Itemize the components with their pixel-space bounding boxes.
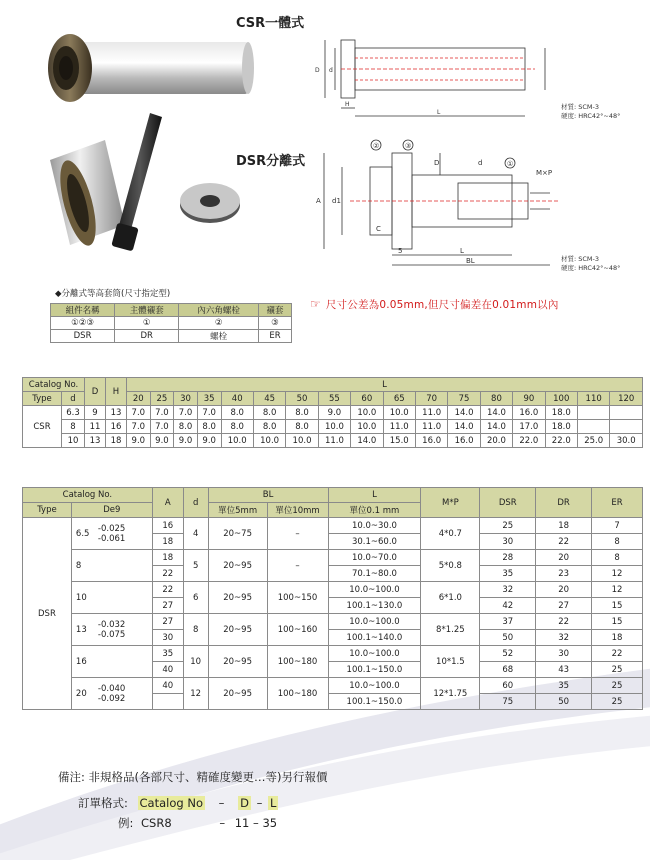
dsr-de9-cell bbox=[71, 550, 152, 582]
csr-technical-drawing bbox=[305, 28, 605, 128]
dsr-d-cell: 8 bbox=[183, 614, 208, 646]
csr-H-value-cell: 16.0 bbox=[513, 406, 545, 420]
dsr-title: DSR分離式 bbox=[236, 154, 306, 169]
dsr-mp-cell: 6*1.0 bbox=[421, 582, 480, 614]
dsr-L-cell: 100.1~130.0 bbox=[328, 598, 421, 614]
dsr-de9-cell bbox=[71, 614, 152, 646]
dsr-de-value: 6.5 bbox=[75, 529, 90, 539]
csr-L-value-header: 25 bbox=[150, 392, 174, 406]
table-row bbox=[23, 550, 643, 566]
dsr-er-cell: 25 bbox=[592, 662, 643, 678]
dsr-tol-lower: -0.075 bbox=[97, 629, 126, 640]
example-catalog: CSR8 bbox=[141, 816, 172, 830]
dsr-bl10-cell: – bbox=[267, 518, 328, 550]
dsr-tol-lower: -0.061 bbox=[97, 533, 126, 544]
csr-H-value-cell: 17.0 bbox=[513, 420, 545, 434]
csr-L-value-header: 40 bbox=[221, 392, 253, 406]
csr-D-cell: 9 bbox=[85, 406, 106, 420]
component-header: 襯套 bbox=[258, 304, 291, 317]
csr-H-value-cell: 14.0 bbox=[480, 420, 512, 434]
dsr-er-cell: 12 bbox=[592, 582, 643, 598]
csr-H-value-cell: 8.0 bbox=[221, 420, 253, 434]
dsr-bl5-cell: 20~95 bbox=[208, 678, 267, 710]
dsr-dim-D: D bbox=[434, 159, 440, 167]
dsr-catalog-header: Catalog No. bbox=[23, 488, 153, 503]
csr-H-value-cell: 15.0 bbox=[383, 434, 415, 448]
dsr-bl5-cell: 20~95 bbox=[208, 646, 267, 678]
dsr-table bbox=[22, 487, 643, 710]
csr-H-value-cell: 9.0 bbox=[150, 434, 174, 448]
dsr-er-cell: 15 bbox=[592, 614, 643, 630]
callout-2: ② bbox=[373, 142, 380, 150]
csr-H-value-cell bbox=[610, 420, 643, 434]
dsr-er-cell: 8 bbox=[592, 550, 643, 566]
dsr-dsr-cell: 42 bbox=[480, 598, 536, 614]
csr-L-value-header: 110 bbox=[577, 392, 609, 406]
dsr-L-cell: 100.1~140.0 bbox=[328, 630, 421, 646]
dsr-dsr-cell: 60 bbox=[480, 678, 536, 694]
order-part-L: L bbox=[269, 796, 277, 810]
dsr-de9-cell bbox=[71, 582, 152, 614]
csr-L-value-header: 50 bbox=[286, 392, 318, 406]
dsr-dsr-cell: 32 bbox=[480, 582, 536, 598]
dsr-A-cell: 16 bbox=[152, 518, 183, 534]
dsr-L-cell: 100.1~150.0 bbox=[328, 662, 421, 678]
csr-H-value-cell: 16.0 bbox=[415, 434, 447, 448]
csr-H-value-cell: 18.0 bbox=[545, 406, 577, 420]
csr-d-cell: 10 bbox=[62, 434, 85, 448]
dsr-er-cell: 7 bbox=[592, 518, 643, 534]
dsr-tol-upper: -0.032 bbox=[97, 619, 126, 630]
dsr-er-cell: 22 bbox=[592, 646, 643, 662]
dsr-A-cell: 40 bbox=[152, 678, 183, 694]
example-L: 35 bbox=[262, 816, 278, 830]
csr-catalog-header: Catalog No. bbox=[23, 378, 85, 392]
dsr-dsr-cell: 50 bbox=[480, 630, 536, 646]
dsr-dr-cell: 32 bbox=[536, 630, 592, 646]
dsr-type-cell: DSR bbox=[23, 518, 72, 710]
order-dash: – bbox=[256, 796, 263, 810]
dsr-bl10-cell: 100~180 bbox=[267, 678, 328, 710]
dsr-dim-d1: d1 bbox=[332, 197, 341, 205]
csr-type-cell: CSR bbox=[23, 406, 62, 448]
dsr-tol-upper: -0.025 bbox=[97, 523, 126, 534]
dsr-L-cell: 30.1~60.0 bbox=[328, 534, 421, 550]
dsr-A-cell: 27 bbox=[152, 598, 183, 614]
component-cell: DSR bbox=[51, 330, 115, 343]
dsr-dr-header: DR bbox=[536, 488, 592, 518]
dsr-L-cell: 70.1~80.0 bbox=[328, 566, 421, 582]
dsr-de-value: 16 bbox=[75, 656, 87, 667]
dsr-de-value: 20 bbox=[75, 689, 87, 699]
dsr-dsr-cell: 30 bbox=[480, 534, 536, 550]
dsr-bl10-cell: 100~180 bbox=[267, 646, 328, 678]
callout-1: ① bbox=[507, 160, 514, 168]
tolerance-note-text: 尺寸公差為0.05mm,但尺寸偏差在0.01mm以內 bbox=[325, 299, 559, 311]
dsr-d-cell: 10 bbox=[183, 646, 208, 678]
dsr-d-cell: 12 bbox=[183, 678, 208, 710]
dsr-dsr-cell: 68 bbox=[480, 662, 536, 678]
dsr-A-cell: 30 bbox=[152, 630, 183, 646]
dsr-mp-cell: 4*0.7 bbox=[421, 518, 480, 550]
dsr-dim-5: 5 bbox=[398, 247, 403, 255]
csr-title: CSR一體式 bbox=[236, 16, 305, 31]
dsr-A-cell: 40 bbox=[152, 662, 183, 678]
csr-H-value-cell: 9.0 bbox=[197, 434, 221, 448]
csr-H-header: H bbox=[106, 378, 127, 406]
dsr-dsr-cell: 28 bbox=[480, 550, 536, 566]
dsr-tol-upper: -0.040 bbox=[97, 683, 126, 694]
csr-H-value-cell: 8.0 bbox=[286, 406, 318, 420]
csr-H-value-cell: 10.0 bbox=[351, 406, 383, 420]
dsr-mp-cell: 5*0.8 bbox=[421, 550, 480, 582]
component-cell: ② bbox=[179, 317, 259, 330]
dsr-A-cell: 18 bbox=[152, 534, 183, 550]
csr-H-value-cell: 30.0 bbox=[610, 434, 643, 448]
csr-D-cell: 13 bbox=[85, 434, 106, 448]
dsr-bl5-cell: 20~75 bbox=[208, 518, 267, 550]
csr-H-value-cell: 7.0 bbox=[174, 406, 198, 420]
csr-L-value-header: 120 bbox=[610, 392, 643, 406]
csr-H-value-cell: 11.0 bbox=[415, 420, 447, 434]
csr-H-value-cell: 8.0 bbox=[253, 406, 285, 420]
dsr-dim-C: C bbox=[376, 225, 381, 233]
csr-L-value-header: 60 bbox=[351, 392, 383, 406]
table-row bbox=[23, 518, 643, 534]
dsr-A-cell: 18 bbox=[152, 550, 183, 566]
csr-H-cell: 16 bbox=[106, 420, 127, 434]
dsr-tolerance bbox=[98, 524, 125, 544]
tolerance-note bbox=[310, 293, 559, 312]
dsr-tolerance bbox=[98, 620, 125, 640]
dsr-dr-cell: 22 bbox=[536, 534, 592, 550]
csr-D-cell: 11 bbox=[85, 420, 106, 434]
csr-table bbox=[22, 377, 643, 448]
component-cell: ③ bbox=[258, 317, 291, 330]
dsr-L-cell: 10.0~100.0 bbox=[328, 582, 421, 598]
csr-H-value-cell: 11.0 bbox=[383, 420, 415, 434]
csr-H-value-cell: 22.0 bbox=[513, 434, 545, 448]
dsr-bl5-cell: 20~95 bbox=[208, 550, 267, 582]
dsr-mp-cell: 12*1.75 bbox=[421, 678, 480, 710]
table-row bbox=[23, 406, 643, 420]
csr-H-value-cell: 7.0 bbox=[127, 406, 151, 420]
dsr-dim-BL: BL bbox=[466, 257, 475, 265]
dsr-hardness: 硬度: HRC42°~48° bbox=[561, 264, 621, 272]
component-cell: ER bbox=[258, 330, 291, 343]
dsr-dim-d: d bbox=[478, 159, 483, 167]
csr-H-value-cell: 8.0 bbox=[197, 420, 221, 434]
csr-L-value-header: 65 bbox=[383, 392, 415, 406]
example-dash: – bbox=[253, 816, 259, 830]
callout-3: ③ bbox=[405, 142, 412, 150]
csr-H-value-cell: 10.0 bbox=[253, 434, 285, 448]
csr-H-value-cell: 14.0 bbox=[448, 420, 480, 434]
csr-H-value-cell: 14.0 bbox=[351, 434, 383, 448]
csr-H-value-cell: 11.0 bbox=[318, 434, 350, 448]
dsr-dsr-cell: 37 bbox=[480, 614, 536, 630]
csr-H-value-cell: 10.0 bbox=[221, 434, 253, 448]
csr-material: 材質: SCM-3 bbox=[561, 103, 600, 111]
dsr-mp-cell: 8*1.25 bbox=[421, 614, 480, 646]
dsr-de9-cell bbox=[71, 678, 152, 710]
dsr-dr-cell: 18 bbox=[536, 518, 592, 534]
csr-H-value-cell bbox=[577, 420, 609, 434]
component-cell: 螺栓 bbox=[179, 330, 259, 343]
csr-H-value-cell: 9.0 bbox=[318, 406, 350, 420]
csr-H-value-cell: 8.0 bbox=[174, 420, 198, 434]
order-format-label: 訂單格式: bbox=[78, 796, 128, 810]
order-dash: – bbox=[218, 796, 225, 810]
csr-H-value-cell: 7.0 bbox=[197, 406, 221, 420]
dsr-dr-cell: 20 bbox=[536, 550, 592, 566]
csr-H-value-cell: 7.0 bbox=[150, 420, 174, 434]
csr-hardness: 硬度: HRC42°~48° bbox=[561, 112, 621, 120]
dsr-er-cell: 8 bbox=[592, 534, 643, 550]
csr-H-value-cell: 9.0 bbox=[174, 434, 198, 448]
dsr-dim-mp: M×P bbox=[536, 169, 553, 177]
dsr-A-cell: 35 bbox=[152, 646, 183, 662]
dsr-dsr-cell: 52 bbox=[480, 646, 536, 662]
csr-dim-L: L bbox=[437, 109, 441, 116]
example-D: 11 bbox=[234, 816, 250, 830]
component-cell: ①②③ bbox=[51, 317, 115, 330]
dsr-bl10-cell: – bbox=[267, 550, 328, 582]
dsr-technical-drawing bbox=[310, 135, 610, 270]
csr-L-value-header: 75 bbox=[448, 392, 480, 406]
dsr-dsr-cell: 35 bbox=[480, 566, 536, 582]
dsr-bl5-cell: 20~95 bbox=[208, 614, 267, 646]
dsr-de-value: 10 bbox=[75, 592, 87, 603]
component-header: 主體襯套 bbox=[115, 304, 179, 317]
dsr-de-value: 13 bbox=[75, 625, 87, 635]
dsr-mp-header: M*P bbox=[421, 488, 480, 518]
dsr-mp-cell: 10*1.5 bbox=[421, 646, 480, 678]
example-dash: – bbox=[219, 816, 226, 830]
csr-H-value-cell: 10.0 bbox=[318, 420, 350, 434]
dsr-d-cell: 5 bbox=[183, 550, 208, 582]
dsr-A-cell: 22 bbox=[152, 566, 183, 582]
dsr-type-header: Type bbox=[23, 503, 72, 518]
order-part-catalog: Catalog No bbox=[139, 796, 203, 810]
csr-D-header: D bbox=[85, 378, 106, 406]
pointing-hand-icon: ☞ bbox=[310, 297, 321, 311]
dsr-L-cell: 100.1~150.0 bbox=[328, 694, 421, 710]
dsr-de9-cell bbox=[71, 518, 152, 550]
dsr-er-cell: 25 bbox=[592, 678, 643, 694]
order-format bbox=[78, 795, 278, 811]
table-row bbox=[23, 678, 643, 694]
dsr-de9-header: De9 bbox=[71, 503, 152, 518]
csr-L-header: L bbox=[127, 378, 643, 392]
dsr-A-header: A bbox=[152, 488, 183, 518]
csr-H-value-cell: 25.0 bbox=[577, 434, 609, 448]
csr-H-value-cell: 10.0 bbox=[383, 406, 415, 420]
dsr-L-cell: 10.0~100.0 bbox=[328, 678, 421, 694]
order-part-D: D bbox=[240, 796, 249, 810]
csr-H-value-cell: 10.0 bbox=[286, 434, 318, 448]
csr-L-value-header: 80 bbox=[480, 392, 512, 406]
dsr-dr-cell: 30 bbox=[536, 646, 592, 662]
dsr-L-cell: 10.0~30.0 bbox=[328, 518, 421, 534]
order-example-label: 例: bbox=[118, 816, 134, 830]
dsr-d-header: d bbox=[183, 488, 208, 518]
csr-H-value-cell: 10.0 bbox=[351, 420, 383, 434]
csr-L-value-header: 20 bbox=[127, 392, 151, 406]
dsr-material: 材質: SCM-3 bbox=[561, 255, 600, 263]
dsr-tolerance bbox=[98, 684, 125, 704]
dsr-dr-cell: 20 bbox=[536, 582, 592, 598]
csr-H-value-cell: 11.0 bbox=[415, 406, 447, 420]
csr-H-value-cell: 14.0 bbox=[480, 406, 512, 420]
dsr-bl5-cell: 20~95 bbox=[208, 582, 267, 614]
csr-H-value-cell bbox=[577, 406, 609, 420]
csr-H-cell: 13 bbox=[106, 406, 127, 420]
csr-H-value-cell bbox=[610, 406, 643, 420]
dsr-L-header: L bbox=[328, 488, 421, 503]
dsr-dim-L: L bbox=[460, 247, 464, 255]
table-row bbox=[23, 614, 643, 630]
dsr-tol-lower: -0.092 bbox=[97, 693, 126, 704]
dsr-dsr-cell: 25 bbox=[480, 518, 536, 534]
dsr-dim-A: A bbox=[316, 197, 321, 205]
component-cell: DR bbox=[115, 330, 179, 343]
csr-L-value-header: 90 bbox=[513, 392, 545, 406]
dsr-d-cell: 4 bbox=[183, 518, 208, 550]
dsr-dr-cell: 50 bbox=[536, 694, 592, 710]
dsr-er-cell: 12 bbox=[592, 566, 643, 582]
dsr-bl10-cell: 100~150 bbox=[267, 582, 328, 614]
component-table-caption: ◆分離式等高套筒(尺寸指定型) bbox=[55, 289, 171, 299]
csr-d-cell: 6.3 bbox=[62, 406, 85, 420]
dsr-L-cell: 10.0~100.0 bbox=[328, 614, 421, 630]
dsr-er-cell: 15 bbox=[592, 598, 643, 614]
csr-L-value-header: 45 bbox=[253, 392, 285, 406]
dsr-bl10-header: 單位10mm bbox=[267, 503, 328, 518]
dsr-d-cell: 6 bbox=[183, 582, 208, 614]
csr-L-value-header: 70 bbox=[415, 392, 447, 406]
dsr-BL-header: BL bbox=[208, 488, 328, 503]
csr-d-header: d bbox=[62, 392, 85, 406]
csr-d-cell: 8 bbox=[62, 420, 85, 434]
table-row bbox=[23, 582, 643, 598]
dsr-A-cell bbox=[152, 694, 183, 710]
dsr-dr-cell: 27 bbox=[536, 598, 592, 614]
csr-H-cell: 18 bbox=[106, 434, 127, 448]
table-row bbox=[23, 434, 643, 448]
csr-dim-d: d bbox=[329, 67, 333, 74]
footer-note: 備注: 非規格品(各部尺寸、精確度變更…等)另行報價 bbox=[58, 770, 328, 784]
component-header: 組件名稱 bbox=[51, 304, 115, 317]
component-table bbox=[50, 303, 292, 343]
order-example bbox=[118, 815, 277, 831]
csr-L-value-header: 35 bbox=[197, 392, 221, 406]
table-row bbox=[23, 420, 643, 434]
dsr-L-cell: 10.0~100.0 bbox=[328, 646, 421, 662]
csr-H-value-cell: 9.0 bbox=[127, 434, 151, 448]
dsr-bl5-header: 單位5mm bbox=[208, 503, 267, 518]
csr-H-value-cell: 8.0 bbox=[221, 406, 253, 420]
table-row bbox=[23, 646, 643, 662]
dsr-er-header: ER bbox=[592, 488, 643, 518]
dsr-dr-cell: 35 bbox=[536, 678, 592, 694]
dsr-er-cell: 25 bbox=[592, 694, 643, 710]
component-header: 內六角螺栓 bbox=[179, 304, 259, 317]
dsr-er-cell: 18 bbox=[592, 630, 643, 646]
csr-material-notes bbox=[561, 103, 620, 121]
csr-type-header: Type bbox=[23, 392, 62, 406]
csr-H-value-cell: 7.0 bbox=[127, 420, 151, 434]
dsr-de9-cell bbox=[71, 646, 152, 678]
dsr-product-photo bbox=[30, 105, 260, 265]
dsr-dr-cell: 43 bbox=[536, 662, 592, 678]
csr-H-value-cell: 14.0 bbox=[448, 406, 480, 420]
csr-L-value-header: 55 bbox=[318, 392, 350, 406]
csr-H-value-cell: 8.0 bbox=[253, 420, 285, 434]
csr-H-value-cell: 8.0 bbox=[286, 420, 318, 434]
csr-dim-D: D bbox=[315, 67, 320, 74]
csr-H-value-cell: 22.0 bbox=[545, 434, 577, 448]
dsr-A-cell: 27 bbox=[152, 614, 183, 630]
dsr-A-cell: 22 bbox=[152, 582, 183, 598]
csr-dim-H: H bbox=[345, 101, 350, 108]
dsr-dsr-header: DSR bbox=[480, 488, 536, 518]
dsr-bl10-cell: 100~160 bbox=[267, 614, 328, 646]
dsr-L-cell: 10.0~70.0 bbox=[328, 550, 421, 566]
csr-H-value-cell: 7.0 bbox=[150, 406, 174, 420]
dsr-Lsub-header: 單位0.1 mm bbox=[328, 503, 421, 518]
csr-L-value-header: 100 bbox=[545, 392, 577, 406]
dsr-dr-cell: 22 bbox=[536, 614, 592, 630]
csr-L-value-header: 30 bbox=[174, 392, 198, 406]
csr-H-value-cell: 18.0 bbox=[545, 420, 577, 434]
dsr-dr-cell: 23 bbox=[536, 566, 592, 582]
dsr-dsr-cell: 75 bbox=[480, 694, 536, 710]
dsr-material-notes bbox=[561, 255, 620, 273]
csr-H-value-cell: 20.0 bbox=[480, 434, 512, 448]
csr-H-value-cell: 16.0 bbox=[448, 434, 480, 448]
dsr-de-value: 8 bbox=[75, 560, 82, 571]
component-cell: ① bbox=[115, 317, 179, 330]
